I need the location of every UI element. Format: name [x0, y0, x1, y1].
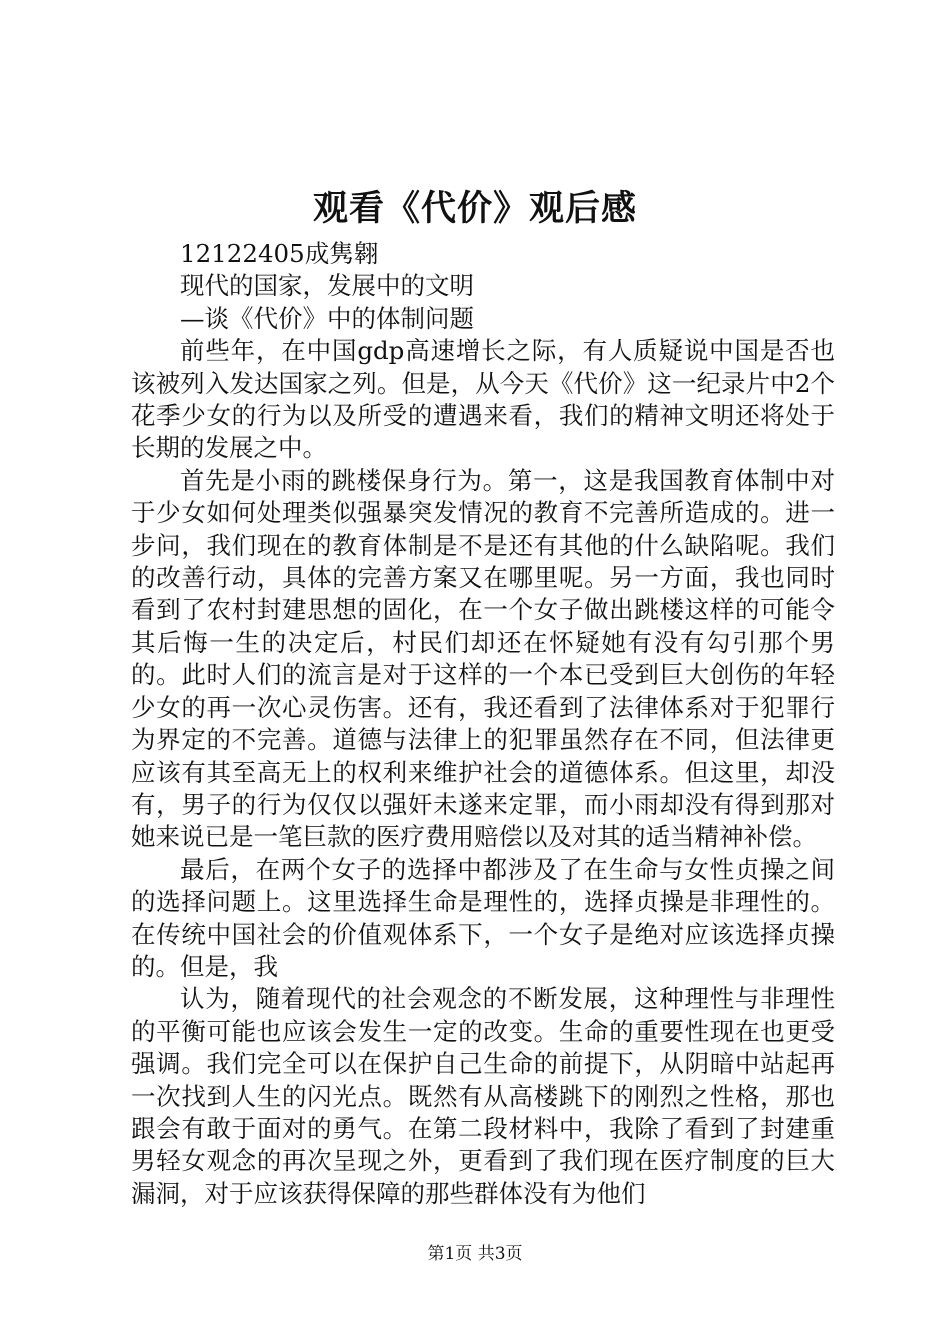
- document-body: [131, 238, 835, 1210]
- document-title: 观看《代价》观后感: [312, 188, 637, 229]
- essay-subheading: —谈《代价》中的体制问题: [180, 303, 474, 333]
- author-line: 12122405成隽翱: [180, 239, 379, 268]
- body-paragraph: 认为，随着现代的社会观念的不断发展，这种理性与非理性的平衡可能也应该会发生一定的改变。生命的重要性现在也更受强调。我们完全可以在保护自己生命的前提下，从阴暗中站起再一次找到人生的闪光点。既然有从高楼跳下的刚烈之性格，那也跟会有敢于面对的勇气。在第二段材料中，我除了看到了封建重男轻女观念的再次呈现之外，更看到了我们现在医疗制度的巨大漏洞，对于应该获得保障的那些群体没有为他们: [131, 984, 835, 1208]
- page-number-footer: 第1页 共3页: [427, 1244, 523, 1264]
- body-paragraph: 前些年，在中国gdp高速增长之际，有人质疑说中国是否也该被列入发达国家之列。但是，从今天《代价》这一纪录片中2个花季少女的行为以及所受的遭遇来看，我们的精神文明还将处于长期的发展之中。: [131, 336, 835, 463]
- essay-heading: 现代的国家，发展中的文明: [180, 271, 474, 301]
- body-paragraph: 首先是小雨的跳楼保身行为。第一，这是我国教育体制中对于少女如何处理类似强暴突发情况的教育不完善所造成的。进一步问，我们现在的教育体制是不是还有其他的什么缺陷呢。我们的改善行动，具体的完善方案又在哪里呢。另一方面，我也同时看到了农村封建思想的固化，在一个女子做出跳楼这样的可能令其后悔一生的决定后，村民们却还在怀疑她有没有勾引那个男的。此时人们的流言是对于这样的一个本已受到巨大创伤的年轻少女的再一次心灵伤害。还有，我还看到了法律体系对于犯罪行为界定的不完善。道德与法律上的犯罪虽然存在不同，但法律更应该有其至高无上的权利来维护社会的道德体系。但这里，却没有，男子的行为仅仅以强奸未遂来定罪，而小雨却没有得到那对她来说已是一笔巨款的医疗费用赔偿以及对其的适当精神补偿。: [131, 465, 835, 852]
- body-paragraph: 最后，在两个女子的选择中都涉及了在生命与女性贞操之间的选择问题上。这里选择生命是理性的，选择贞操是非理性的。在传统中国社会的价值观体系下，一个女子是绝对应该选择贞操的。但是，我: [131, 854, 835, 981]
